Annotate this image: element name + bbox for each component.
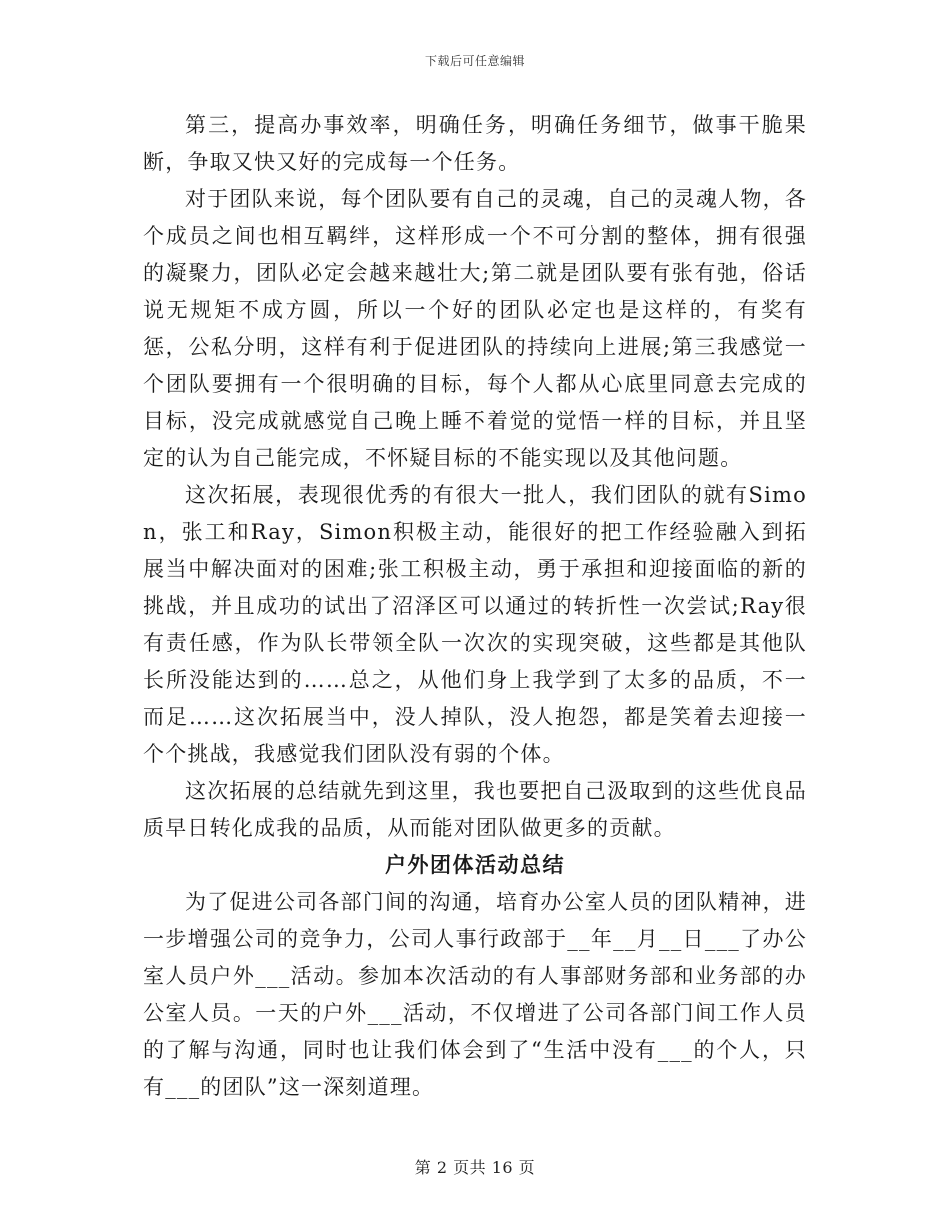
section-title: 户外团体活动总结 — [385, 853, 565, 877]
paragraph-outstanding-members: 这次拓展，表现很优秀的有很大一批人，我们团队的就有Simon，张工和Ray，Simon积极主动，能很好的把工作经验融入到拓展当中解决面对的困难;张工积极主动，勇于承担和迎接面临的新的挑战，并且成功的试出了沼泽区可以通过的转折性一次尝试;Ray很有责任感，作为队长带领全队一次次的实现突破，这些都是其他队长所没能达到的……总之，从他们身上我学到了太多的品质，不一而足……这次拓展当中，没人掉队，没人抱怨，都是笑着去迎接一个个挑战，我感觉我们团队没有弱的个体。 — [143, 483, 807, 766]
paragraph-conclusion: 这次拓展的总结就先到这里，我也要把自己汲取到的这些优良品质早日转化成我的品质，从而能对团队做更多的贡献。 — [143, 779, 807, 840]
page-number: 第 2 页共 16 页 — [414, 1158, 536, 1177]
document-body — [143, 107, 807, 1106]
header-note: 下载后可任意编辑 — [424, 54, 525, 68]
section-paragraph: 为了促进公司各部门间的沟通，培育办公室人员的团队精神，进一步增强公司的竞争力，公司人事行政部于__年__月__日___了办公室人员户外___活动。参加本次活动的有人事部财务部和业务部的办公室人员。一天的户外___活动，不仅增进了公司各部门间工作人员的了解与沟通，同时也让我们体会到了“生活中没有___的个人，只有___的团队”这一深刻道理。 — [143, 890, 807, 1099]
paragraph-team-spirit: 对于团队来说，每个团队要有自己的灵魂，自己的灵魂人物，各个成员之间也相互羁绊，这样形成一个不可分割的整体，拥有很强的凝聚力，团队必定会越来越壮大;第二就是团队要有张有弛，俗话说无规矩不成方圆，所以一个好的团队必定也是这样的，有奖有惩，公私分明，这样有利于促进团队的持续向上进展;第三我感觉一个团队要拥有一个很明确的目标，每个人都从心底里同意去完成的目标，没完成就感觉自己晚上睡不着觉的觉悟一样的目标，并且坚定的认为自己能完成，不怀疑目标的不能实现以及其他问题。 — [143, 187, 807, 470]
paragraph-efficiency: 第三，提高办事效率，明确任务，明确任务细节，做事干脆果断，争取又快又好的完成每一个任务。 — [143, 113, 807, 174]
